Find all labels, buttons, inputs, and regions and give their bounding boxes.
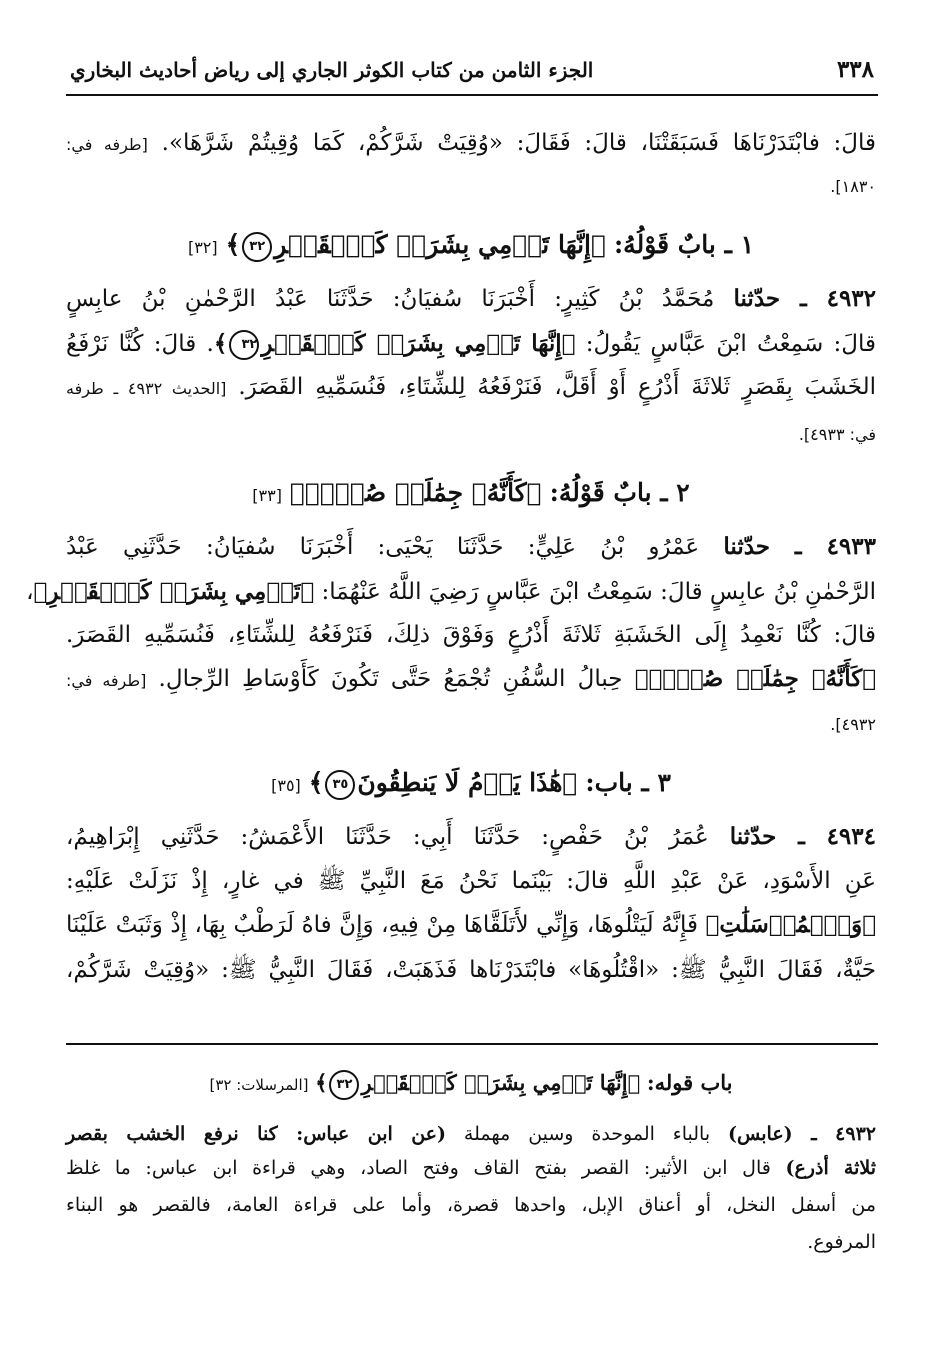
text-line: قالَ: فابْتَدَرْنَاهَا فَسَبَقَتْنَا، قالَ: فَقَالَ: «وُقِيَتْ شَرَّكُمْ، كَمَا وُقِيتُمْ شَرَّهَا». [طرفه في: [66, 130, 876, 156]
hadith-4933-line: الرَّحْمٰنِ بْنُ عابِسٍ قالَ: سَمِعْتُ ابْنَ عَبَّاسٍ رَضِيَ اللَّهُ عَنْهُمَا: ﴿تَرۡمِي بِشَرَرٖ كَٱلۡقَصۡرِ﴾، [26, 578, 876, 605]
hadith-4934-line: ﴿وَٱلۡمُرۡسَلَٰتِ﴾ فَإِنَّهُ لَيَتْلُوهَا، وَإِنِّي لأَتَلَقَّاهَا مِنْ فِيهِ، وَإِنَّ فاهُ لَرَطْبٌ بِهَا، إِذْ وَثَبَتْ عَلَيْنَا [66, 911, 877, 938]
page-number: ٣٣٨ [836, 56, 874, 83]
footnote-line: المرفوع. [807, 1231, 876, 1253]
chapter-heading-1: ١ ـ بابٌ قَوْلُهُ: ﴿إِنَّهَا تَرۡمِي بِشَرَرٖ كَٱلۡقَصۡرِ٣٢﴾ [٣٢] [66, 226, 876, 267]
footnote-heading: باب قوله: ﴿إِنَّهَا تَرۡمِي بِشَرَرٖ كَٱلۡقَصۡرِ٣٢﴾ [المرسلات: ٣٢] [66, 1066, 876, 1102]
hadith-number: ٤٩٣٢ ـ حدّثنا [733, 285, 877, 312]
hadith-4933-line [66, 704, 876, 744]
cross-reference: [الحديث ٤٩٣٢ ـ طرفه [66, 379, 227, 398]
cross-reference: ٤٩٣٢]. [830, 715, 876, 734]
hadith-number: ٤٩٣٤ ـ حدّثنا [729, 823, 876, 850]
verse-reference: [٣٢] [187, 238, 218, 257]
text-line [66, 166, 876, 206]
verse-reference: [٣٣] [252, 486, 282, 505]
footnote-line: ٤٩٣٢ ـ (عابس) بالباء الموحدة وسين مهملة (عن ابن عباس: كنا نرفع الخشب بقصر [66, 1123, 876, 1145]
hadith-4934-line: ٤٩٣٤ ـ حدّثنا عُمَرُ بْنُ حَفْصٍ: حَدَّثَنَا أَبِي: حَدَّثَنَا الأَعْمَشُ: حَدَّثَنِي إِبْرَاهِيمُ، [66, 823, 876, 850]
hadith-4934-line: عَنِ الأَسْوَدِ، عَنْ عَبْدِ اللَّهِ قالَ: بَيْنَما نَحْنُ مَعَ النَّبِيِّ ﷺ في غارٍ، إِذْ نَزَلَتْ عَلَيْهِ: [66, 868, 876, 894]
verse-reference: [المرسلات: ٣٢] [209, 1076, 309, 1094]
quran-verse: ﴿إِنَّهَا تَرۡمِي بِشَرَرٖ كَٱلۡقَصۡرِ [274, 230, 606, 259]
quran-verse: ﴿كَأَنَّهُۥ جِمَٰلَتٞ صُفۡرٞ﴾ [289, 478, 542, 507]
cross-reference: [طرفه في: [66, 671, 147, 690]
hadith-4932-line: ٤٩٣٢ ـ حدّثنا مُحَمَّدُ بْنُ كَثِيرٍ: أَخْبَرَنَا سُفيَانُ: حَدَّثَنَا عَبْدُ الرَّحْمٰنِ بْنُ عابِسٍ [66, 285, 877, 312]
quran-verse: ﴿تَرۡمِي بِشَرَرٖ كَٱلۡقَصۡرِ﴾ [33, 578, 315, 605]
hadith-4933-line: ﴿كَأَنَّهُۥ جِمَٰلَتٞ صُفۡرٞ﴾ حِبالُ السُّفُنِ تُجْمَعُ حَتَّى تَكُونَ كَأَوْسَاطِ الرِّجالِ. [طرفه في: [66, 665, 877, 692]
footnote-line: من أسفل النخل، أو أعناق الإبل، واحدها قصرة، وأما على قراءة العامة، فالقصر هو البناء [66, 1194, 876, 1216]
chapter-heading-3: ٣ ـ باب: ﴿هَٰذَا يَوۡمُ لَا يَنطِقُونَ٣٥﴾ [٣٥] [66, 764, 876, 805]
ayah-number-marker: ٣٢ [242, 232, 272, 262]
ayah-number-marker: ٣٢ [229, 330, 259, 360]
footnote-separator [66, 1043, 878, 1045]
hadith-4933-line: قالَ: كُنَّا نَعْمِدُ إِلَى الخَشَبَةِ ثَلاثَةَ أَذْرُعٍ وَفَوْقَ ذلِكَ، فَنَرْفَعُهُ لِلشِّتَاءِ، فَنُسَمِّيهِ القَصَرَ. [66, 622, 876, 648]
footnote-line: ثلاثة أذرع) قال ابن الأثير: القصر بفتح القاف وفتح الصاد، وهي قراءة ابن عباس: ما غلظ [66, 1157, 876, 1179]
quran-verse: ﴿إِنَّهَا تَرۡمِي بِشَرَرٖ كَٱلۡقَصۡرِ [261, 330, 576, 357]
ayah-number-marker: ٣٢ [329, 1070, 359, 1100]
hadith-4932-line [66, 414, 876, 454]
quran-verse: ﴿هَٰذَا يَوۡمُ لَا يَنطِقُونَ [357, 768, 578, 797]
hadith-4932-line: قالَ: سَمِعْتُ ابْنَ عَبَّاسٍ يَقُولُ: ﴿إِنَّهَا تَرۡمِي بِشَرَرٖ كَٱلۡقَصۡرِ٣٢﴾. قالَ: كُنَّا نَرْفَعُ [66, 325, 876, 363]
cross-reference: [طرفه في: [66, 135, 148, 154]
page-header [66, 54, 878, 96]
quran-verse: ﴿كَأَنَّهُۥ جِمَٰلَتٞ صُفۡرٞ﴾ [634, 665, 877, 692]
quran-verse: ﴿إِنَّهَا تَرۡمِي بِشَرَرٖ كَٱلۡقَصۡرِ [361, 1070, 641, 1095]
hadith-number: ٤٩٣٣ ـ حدّثنا [723, 533, 876, 560]
hadith-4933-line: ٤٩٣٣ ـ حدّثنا عَمْرُو بْنُ عَلِيٍّ: حَدَّثَنَا يَحْيَى: أَخْبَرَنَا سُفيَانُ: حَدَّثَنِي عَبْدُ [66, 533, 876, 560]
cross-reference: في: ٤٩٣٣]. [798, 425, 876, 444]
hadith-4932-line: الخَشَبَ بِقَصَرٍ ثَلاثَةَ أَذْرُعٍ أَوْ أَقَلَّ، فَنَرْفَعُهُ لِلشِّتَاءِ، فَنُسَمِّيهِ القَصَرَ. [الحديث ٤٩٣٢ ـ طرفه [66, 374, 876, 400]
verse-reference: [٣٥] [271, 776, 301, 795]
hadith-4934-line: حَيَّةٌ، فَقَالَ النَّبِيُّ ﷺ: «اقْتُلُوهَا» فابْتَدَرْنَاها فَذَهَبَتْ، فَقَالَ النَّبِيُّ ﷺ: «وُقِيَتْ شَرَّكُمْ، [66, 957, 876, 983]
cross-reference: ١٨٣٠]. [830, 177, 876, 196]
chapter-heading-2: ٢ ـ بابٌ قَوْلُهُ: ﴿كَأَنَّهُۥ جِمَٰلَتٞ صُفۡرٞ﴾ [٣٣] [252, 478, 690, 507]
ayah-number-marker: ٣٥ [325, 770, 355, 800]
running-title: الجزء الثامن من كتاب الكوثر الجاري إلى رياض أحاديث البخاري [70, 58, 594, 82]
quran-verse: ﴿وَٱلۡمُرۡسَلَٰتِ﴾ [705, 911, 877, 938]
